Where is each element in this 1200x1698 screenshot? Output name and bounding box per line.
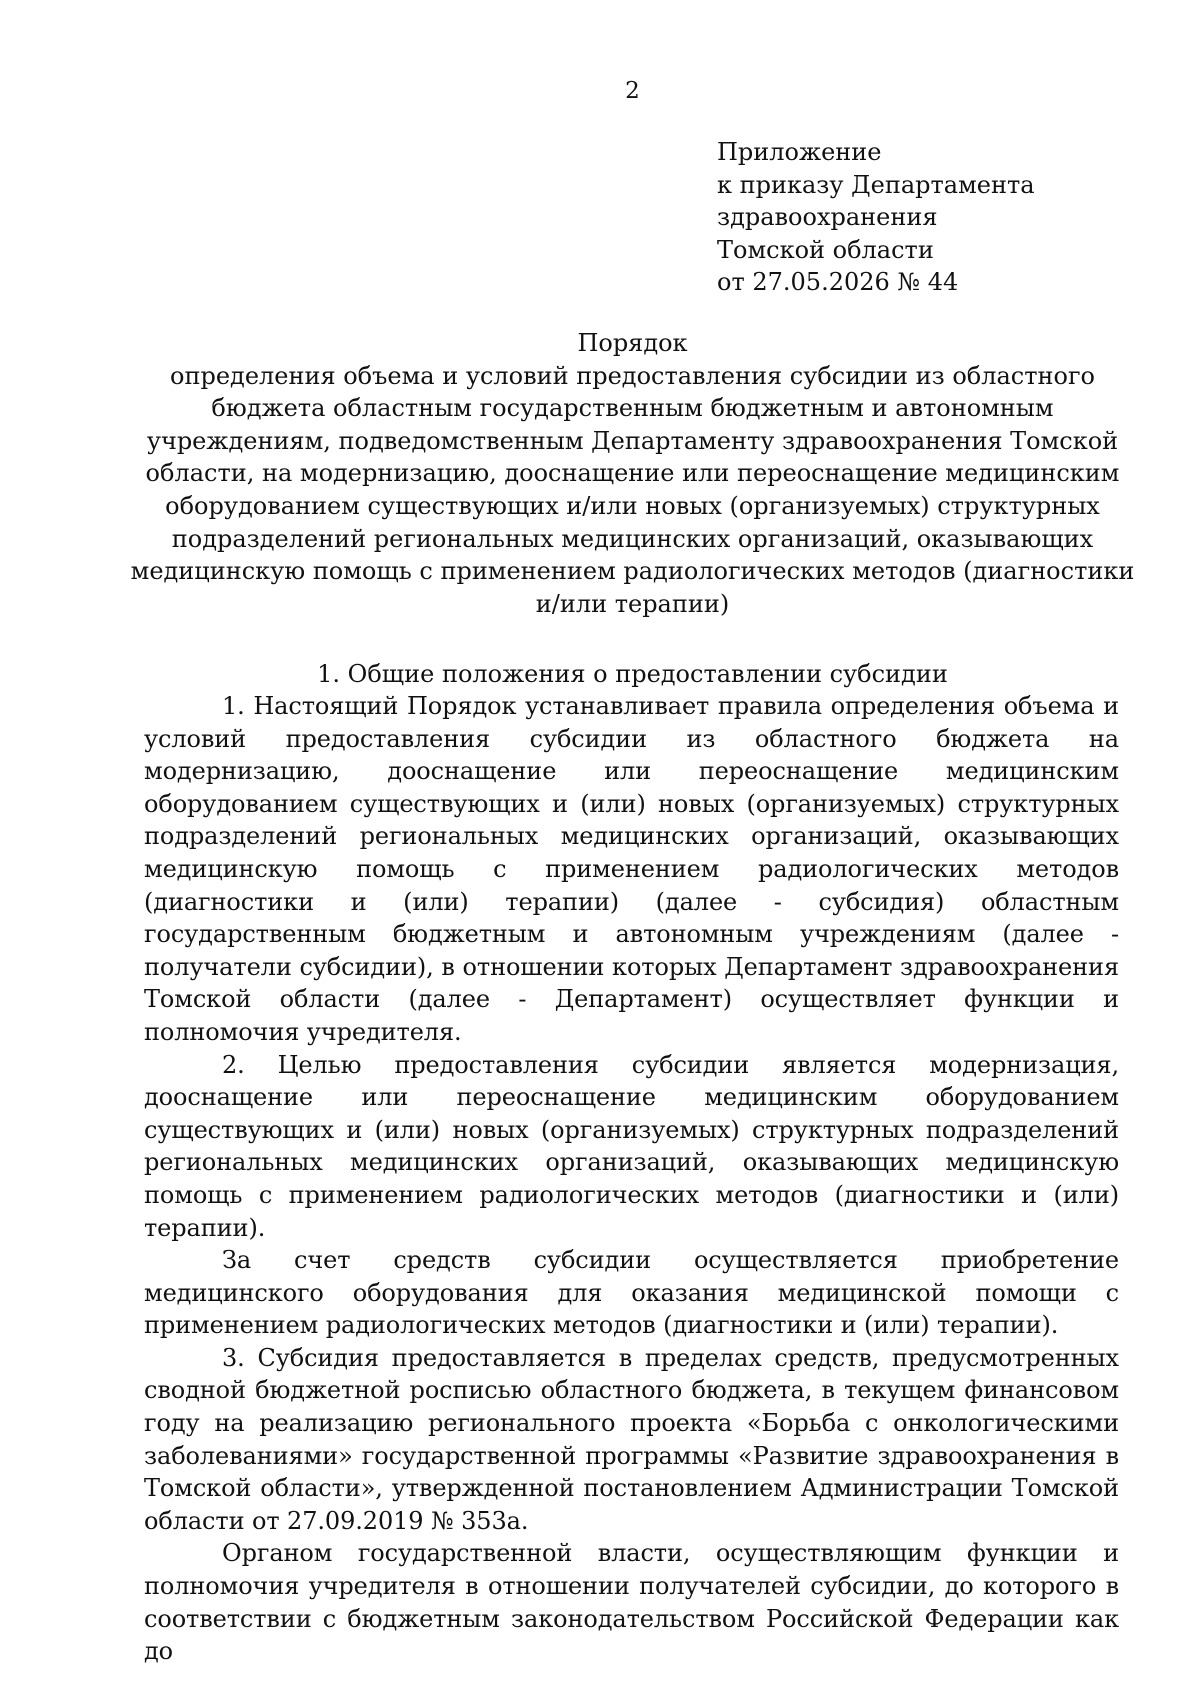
document-title bbox=[130, 327, 1135, 620]
appendix-line: Приложение bbox=[717, 138, 882, 166]
title-line: области, на модернизацию, дооснащение или переоснащение медицинским bbox=[145, 459, 1120, 488]
paragraph-3-continuation: Органом государственной власти, осуществляющим функции и полномочия учредителя в отношении получателей субсидии, до которого в соответствии с бюджетным законодательством Российской Федерации как до bbox=[144, 1539, 1119, 1666]
appendix-block bbox=[717, 136, 1035, 299]
title-line: подразделений региональных медицинских организаций, оказывающих bbox=[171, 524, 1094, 553]
paragraph-3: 3. Субсидия предоставляется в пределах средств, предусмотренных сводной бюджетной росписью областного бюджета, в текущем финансовом году на реализацию регионального проекта «Борьба с онкологическими заболеваниями» государственной программы «Развитие здравоохранения в Томской области», утвержденной постановлением Администрации Томской области от 27.09.2019 № 353а. bbox=[144, 1343, 1119, 1535]
section-heading: 1. Общие положения о предоставлении субсидии bbox=[317, 660, 948, 688]
title-line: учреждениям, подведомственным Департаменту здравоохранения Томской bbox=[146, 426, 1119, 455]
paragraph-2-continuation: За счет средств субсидии осуществляется приобретение медицинского оборудования для оказания медицинской помощи с применением радиологических методов (диагностики и (или) терапии). bbox=[144, 1246, 1119, 1340]
paragraph-2: 2. Целью предоставления субсидии является модернизация, дооснащение или переоснащение медицинским оборудованием существующих и (или) новых (организуемых) структурных подразделений региональных медицинских организаций, оказывающих медицинскую помощь с применением радиологических методов (диагностики и (или) терапии). bbox=[144, 1050, 1119, 1242]
title-line: бюджета областным государственным бюджетным и автономным bbox=[211, 394, 1054, 423]
appendix-date-line: от 27.05.2026 № 44 bbox=[717, 268, 959, 296]
title-heading: Порядок bbox=[577, 329, 688, 357]
title-line: медицинскую помощь с применением радиологических методов (диагностики bbox=[130, 557, 1135, 586]
title-line: оборудованием существующих и/или новых (организуемых) структурных bbox=[165, 491, 1100, 520]
appendix-line: здравоохранения bbox=[717, 203, 938, 231]
title-line: определения объема и условий предоставления субсидии из областного bbox=[170, 361, 1095, 390]
title-line: и/или терапии) bbox=[535, 589, 730, 618]
document-body bbox=[144, 690, 1119, 1668]
appendix-line: к приказу Департамента bbox=[717, 170, 1035, 199]
paragraph-1: 1. Настоящий Порядок устанавливает правила определения объема и условий предоставления субсидии из областного бюджета на модернизацию, дооснащение или переоснащение медицинским оборудованием существующих и (или) новых (организуемых) структурных подразделений региональных медицинских организаций, оказывающих медицинскую помощь с применением радиологических методов (диагностики и (или) терапии) (далее - субсидия) областным государственным бюджетным и автономным учреждениям (далее - получатели субсидии), в отношении которых Департамент здравоохранения Томской области (далее - Департамент) осуществляет функции и полномочия учредителя. bbox=[144, 692, 1119, 1046]
appendix-line: Томской области bbox=[717, 235, 934, 264]
page-number: 2 bbox=[625, 78, 640, 104]
